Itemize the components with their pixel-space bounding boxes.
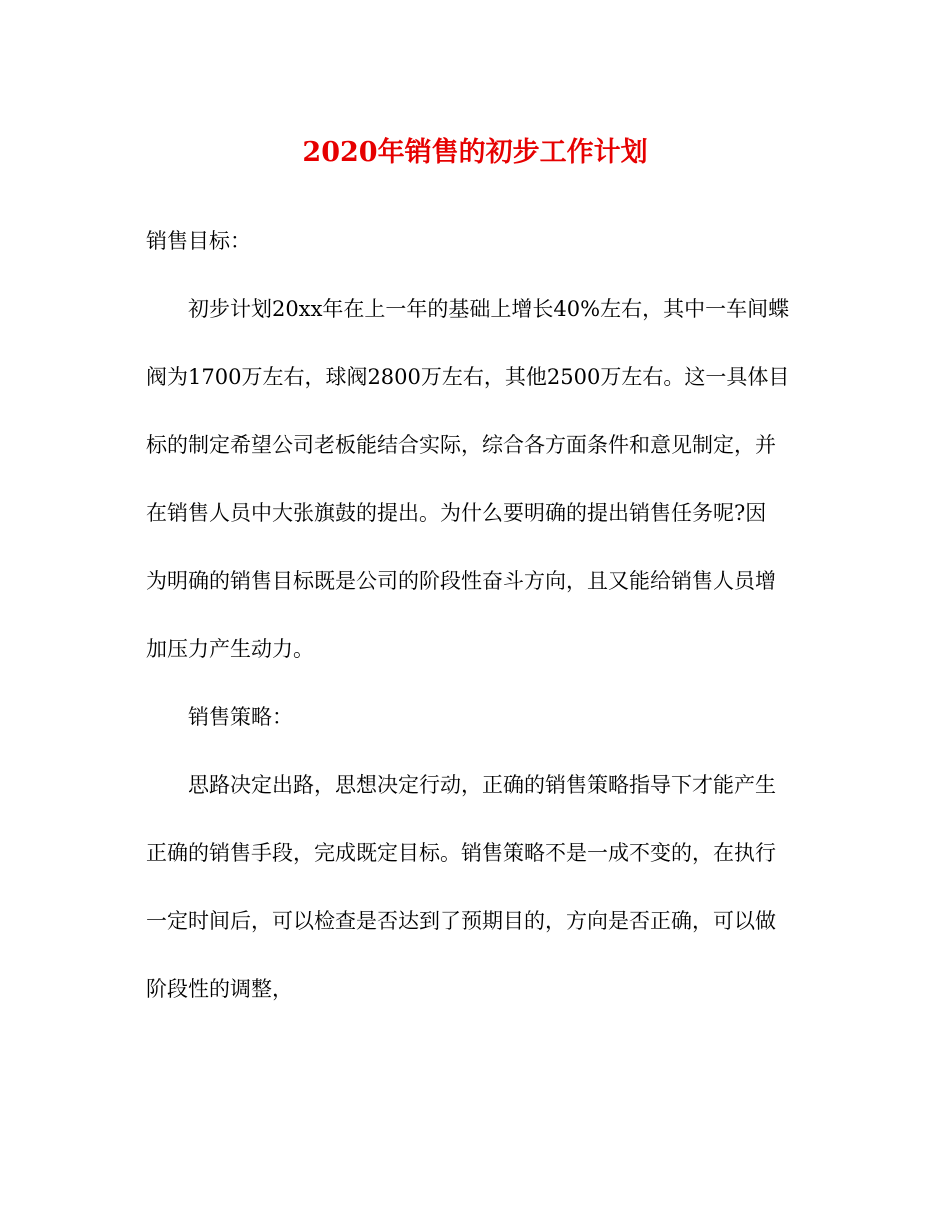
paragraph-line: 思路决定出路，思想决定行动，正确的销售策略指导下才能产生: [188, 773, 776, 797]
paragraph-line: 标的制定希望公司老板能结合实际，综合各方面条件和意见制定，并: [146, 433, 776, 457]
paragraph-line: 加压力产生动力。: [146, 637, 314, 661]
paragraph-line: 为明确的销售目标既是公司的阶段性奋斗方向，且又能给销售人员增: [146, 569, 776, 593]
paragraph-line: 阀为1700万左右，球阀2800万左右，其他2500万左右。这一具体目: [146, 365, 790, 389]
paragraph-line: 销售策略：: [188, 705, 293, 729]
paragraph-line: 一定时间后，可以检查是否达到了预期目的，方向是否正确，可以做: [146, 909, 776, 933]
paragraph-sales-target: [146, 275, 806, 683]
paragraph-line: 阶段性的调整，: [146, 977, 293, 1001]
paragraph-line: 销售目标：: [146, 229, 251, 253]
document-title: 2020年销售的初步工作计划: [302, 137, 648, 168]
section-heading-sales-target: [146, 207, 806, 275]
paragraph-line: 在销售人员中大张旗鼓的提出。为什么要明确的提出销售任务呢?因: [146, 501, 767, 525]
paragraph-line: 初步计划20xx年在上一年的基础上增长40%左右，其中一车间蝶: [188, 297, 790, 321]
paragraph-sales-strategy: [146, 751, 806, 1023]
paragraph-line: 正确的销售手段，完成既定目标。销售策略不是一成不变的，在执行: [146, 841, 776, 865]
section-heading-sales-strategy: [146, 683, 806, 751]
